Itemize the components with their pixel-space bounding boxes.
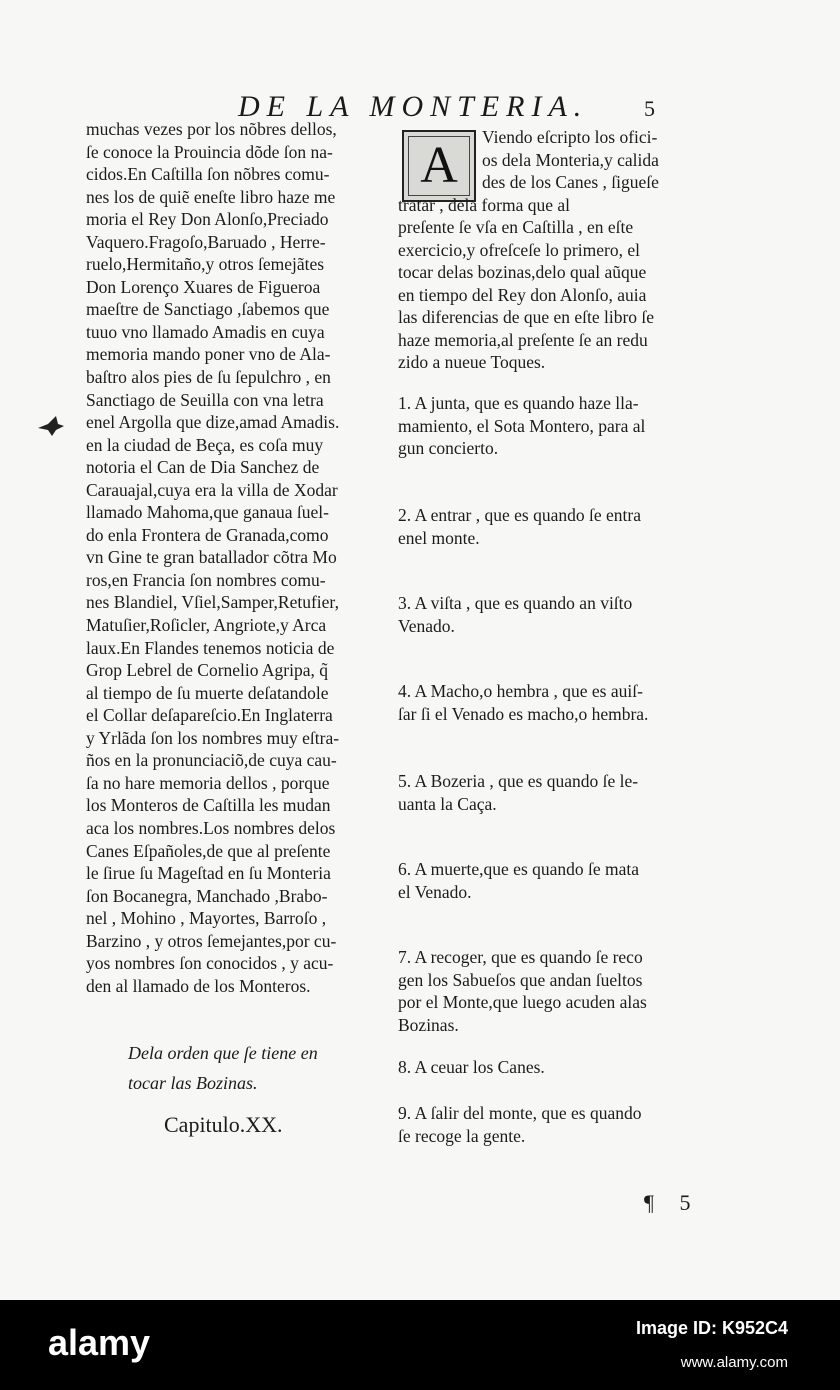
text-line: cidos.En Caſtilla ſon nõbres comu- bbox=[86, 164, 330, 185]
text-line: en tiempo del Rey don Alonſo, auia bbox=[398, 284, 647, 305]
text-line: des de los Canes , ſigueſe bbox=[482, 172, 659, 193]
text-line: el Collar deſapareſcio.En Inglaterra bbox=[86, 705, 333, 726]
toque-item bbox=[398, 946, 718, 1036]
section-heading bbox=[128, 1038, 358, 1098]
toque-line: gun concierto. bbox=[398, 438, 499, 459]
chapter-title: Capitulo.XX. bbox=[164, 1112, 283, 1137]
text-line: ños en la pronunciaciõ,de cuya cau- bbox=[86, 750, 337, 771]
text-line: baſtro alos pies de ſu ſepulchro , en bbox=[86, 367, 331, 388]
text-line: ruelo,Hermitaño,y otros ſemejãtes bbox=[86, 254, 325, 275]
text-line: Grop Lebrel de Cornelio Agripa, q̃ bbox=[86, 660, 329, 681]
text-line: llamado Mahoma,que ganaua ſuel- bbox=[86, 502, 329, 523]
intro-paragraph bbox=[398, 126, 659, 374]
text-line: Don Lorenço Xuares de Figueroa bbox=[86, 276, 321, 297]
text-line: Matuſier,Roſicler, Angriote,y Arca bbox=[86, 615, 327, 636]
text-line: le ſirue ſu Mageſtad en ſu Monteria bbox=[86, 863, 331, 884]
toque-line: 7. A recoger, que es quando ſe reco bbox=[398, 947, 643, 967]
toque-item bbox=[398, 680, 718, 725]
text-line: Canes Eſpañoles,de que al preſente bbox=[86, 840, 331, 861]
section-heading-line: Dela orden que ſe tiene en bbox=[128, 1043, 318, 1063]
toque-line: uanta la Caça. bbox=[398, 793, 497, 814]
image-id-label: Image ID: K952C4 bbox=[635, 1318, 788, 1338]
text-line: moria el Rey Don Alonſo,Preciado bbox=[86, 209, 329, 230]
toque-line: ſar ſi el Venado es macho,o hembra. bbox=[398, 703, 649, 724]
text-line: y Yrlãda ſon los nombres muy eſtra- bbox=[86, 727, 340, 748]
toque-line: Venado. bbox=[398, 615, 455, 636]
toque-item bbox=[398, 770, 718, 815]
toque-item bbox=[398, 592, 718, 637]
text-line: memoria mando poner vno de Ala- bbox=[86, 344, 331, 365]
text-line: aca los nombres.Los nombres delos bbox=[86, 817, 336, 838]
text-line: exercicio,y ofreſceſe lo primero, el bbox=[398, 239, 640, 260]
left-text-column bbox=[86, 118, 386, 997]
toque-item bbox=[398, 1056, 718, 1079]
toque-item bbox=[398, 392, 718, 460]
toque-line: 3. A viſta , que es quando an viſto bbox=[398, 593, 633, 613]
toque-line: 5. A Bozeria , que es quando ſe le- bbox=[398, 771, 639, 791]
text-line: haze memoria,al preſente ſe an redu bbox=[398, 329, 648, 350]
toque-item bbox=[398, 504, 718, 549]
text-line: tuuo vno llamado Amadis en cuya bbox=[86, 321, 325, 342]
text-line: Barzino , y otros ſemejantes,por cu- bbox=[86, 930, 337, 951]
text-line: preſente ſe vſa en Caſtilla , en eſte bbox=[398, 217, 634, 238]
toque-line: gen los Sabueſos que andan ſueltos bbox=[398, 969, 643, 990]
ink-blot-mark bbox=[36, 414, 66, 438]
page-number: 5 bbox=[644, 96, 655, 121]
toque-line: ſe recoge la gente. bbox=[398, 1125, 526, 1146]
text-line: ros,en Francia ſon nombres comu- bbox=[86, 569, 326, 590]
brand-logo: alamy bbox=[48, 1322, 151, 1363]
toque-line: por el Monte,que luego acuden alas bbox=[398, 992, 647, 1013]
toque-item bbox=[398, 1102, 718, 1147]
text-line: nel , Mohino , Mayortes, Barroſo , bbox=[86, 908, 327, 929]
toque-line: 2. A entrar , que es quando ſe entra bbox=[398, 505, 641, 525]
toque-line: 6. A muerte,que es quando ſe mata bbox=[398, 859, 640, 879]
toque-line: el Venado. bbox=[398, 881, 472, 902]
text-line: maeſtre de Sanctiago ,ſabemos que bbox=[86, 299, 330, 320]
text-line: zido a nueue Toques. bbox=[398, 352, 546, 373]
text-line: vn Gine te gran batallador cõtra Mo bbox=[86, 547, 337, 568]
toque-line: 4. A Macho,o hembra , que es auiſ- bbox=[398, 681, 643, 701]
text-line: yos nombres ſon conocidos , y acu- bbox=[86, 953, 334, 974]
text-line: os dela Monteria,y calida bbox=[482, 149, 659, 170]
page-header-title: DE LA MONTERIA. bbox=[238, 90, 589, 123]
signature-mark: ¶ 5 bbox=[644, 1190, 701, 1215]
toque-line: Bozinas. bbox=[398, 1014, 459, 1035]
text-line: laux.En Flandes tenemos noticia de bbox=[86, 637, 335, 658]
text-line: ſon Bocanegra, Manchado ,Brabo- bbox=[86, 885, 328, 906]
text-line: do enla Frontera de Granada,como bbox=[86, 524, 329, 545]
text-line: ſe conoce la Prouincia dõde ſon na- bbox=[86, 141, 333, 162]
toque-line: 8. A ceuar los Canes. bbox=[398, 1057, 545, 1077]
text-line: tocar delas bozinas,delo qual aũque bbox=[398, 262, 647, 283]
toque-line: enel monte. bbox=[398, 527, 480, 548]
text-line: Sanctiago de Seuilla con vna letra bbox=[86, 389, 324, 410]
text-line: en la ciudad de Beça, es coſa muy bbox=[86, 434, 324, 455]
text-line: nes Blandiel, Vſiel,Samper,Retufier, bbox=[86, 592, 339, 613]
toque-line: mamiento, el Sota Montero, para al bbox=[398, 415, 646, 436]
text-line: den al llamado de los Monteros. bbox=[86, 975, 311, 996]
text-line: las diferencias de que en eſte libro ſe bbox=[398, 307, 655, 328]
text-line: Carauajal,cuya era la villa de Xodar bbox=[86, 479, 338, 500]
text-line: al tiempo de ſu muerte deſatandole bbox=[86, 682, 329, 703]
text-line: muchas vezes por los nõbres dellos, bbox=[86, 119, 337, 139]
section-heading-line: tocar las Bozinas. bbox=[128, 1073, 258, 1093]
toque-line: 1. A junta, que es quando haze lla- bbox=[398, 393, 639, 413]
toque-line: 9. A ſalir del monte, que es quando bbox=[398, 1103, 642, 1123]
decorated-initial-letter: A bbox=[420, 137, 458, 194]
text-line: ſa no hare memoria dellos , porque bbox=[86, 772, 330, 793]
site-url: www.alamy.com bbox=[680, 1354, 788, 1371]
text-line: notoria el Can de Dia Sanchez de bbox=[86, 457, 320, 478]
toque-item bbox=[398, 858, 718, 903]
text-line: enel Argolla que dize,amad Amadis. bbox=[86, 412, 340, 433]
text-line: tratar , dela forma que al bbox=[398, 194, 570, 215]
text-line: Vaquero.Fragoſo,Baruado , Herre- bbox=[86, 231, 326, 252]
text-line: los Monteros de Caſtilla les mudan bbox=[86, 795, 331, 816]
text-line: Viendo eſcripto los ofici- bbox=[482, 127, 658, 147]
text-line: nes los de quiẽ eneſte libro haze me bbox=[86, 186, 336, 207]
watermark-footer bbox=[0, 1300, 840, 1390]
